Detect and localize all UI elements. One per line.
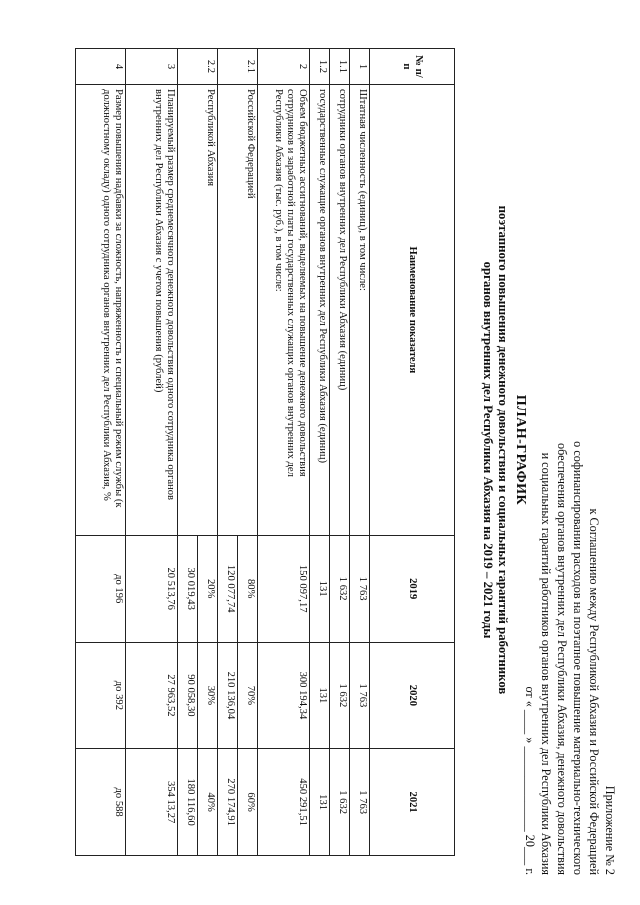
cell-2020-percent: 70%	[238, 642, 258, 749]
cell-2021: 354 13,27	[126, 749, 178, 856]
table-row	[258, 49, 310, 856]
cell-2019: 131	[310, 535, 330, 642]
table-row	[330, 49, 350, 856]
cell-2019: 20 513,76	[126, 535, 178, 642]
cell-2019-amount: 120 077,74	[218, 535, 238, 642]
cell-name: Штатная численность (единиц), в том числе:	[350, 84, 370, 535]
cell-no: 1.2	[310, 49, 330, 85]
cell-name: Планируемый размер среднемесячного денежного довольствия одного сотрудника органов внутренних дел Республики Абхазия с учетом повышения (рублей)	[126, 84, 178, 535]
cell-2021-amount: 180 116,60	[178, 749, 198, 856]
cell-2019: до 196	[76, 535, 126, 642]
header-2019: 2019	[370, 535, 455, 642]
cell-no: 3	[126, 49, 178, 85]
cell-2019: 1 763	[350, 535, 370, 642]
cell-2021-percent: 60%	[238, 749, 258, 856]
header-2020: 2020	[370, 642, 455, 749]
header-2021: 2021	[370, 749, 455, 856]
cell-2021-percent: 40%	[198, 749, 218, 856]
cell-2021: 1 632	[330, 749, 350, 856]
cell-name: государственные служащие органов внутренних дел Республики Абхазия (единиц)	[310, 84, 330, 535]
appendix-line: обеспечения органов внутренних дел Республики Абхазия, денежного довольствия	[555, 443, 569, 875]
appendix-header	[522, 315, 618, 875]
cell-no: 2.1	[218, 49, 258, 85]
cell-2020: 1 632	[330, 642, 350, 749]
title-main: ПЛАН-ГРАФИК	[513, 394, 528, 506]
table-row	[238, 49, 258, 856]
cell-no: 2	[258, 49, 310, 85]
cell-2019: 1 632	[330, 535, 350, 642]
cell-2021: 450 291,51	[258, 749, 310, 856]
table-row	[310, 49, 330, 856]
document-title	[480, 170, 529, 730]
cell-2019-percent: 20%	[198, 535, 218, 642]
table-row	[198, 49, 218, 856]
cell-name: Российской Федерацией	[218, 84, 258, 535]
cell-2020: 27 963,52	[126, 642, 178, 749]
header-name: Наименование показателя	[370, 84, 455, 535]
title-subtitle: органов внутренних дел Республики Абхазия на 2019 – 2021 годы	[481, 261, 495, 639]
cell-2020: 131	[310, 642, 330, 749]
header-no: № п/п	[370, 49, 455, 85]
table-row	[350, 49, 370, 856]
cell-2021: до 588	[76, 749, 126, 856]
cell-2020-percent: 30%	[198, 642, 218, 749]
cell-no: 4	[76, 49, 126, 85]
table-header-row	[370, 49, 455, 856]
appendix-line: и социальных гарантий работников органов внутренних дел Республики Абхазия	[539, 452, 553, 875]
cell-2020: 1 763	[350, 642, 370, 749]
cell-2021-amount: 270 174,91	[218, 749, 238, 856]
cell-name: Размер повышения надбавки за сложность, напряженность и специальный режим службы (к должностному окладу) одного сотрудника органов внутренних дел Республики Абхазия, %	[76, 84, 126, 535]
table-row	[126, 49, 178, 856]
cell-name: Объем бюджетных ассигнований, выделяемых на повышение денежного довольствия сотрудников и заработной платы государственных служащих органов внутренних дел Республики Абхазия (тыс. руб.), в том числе:	[258, 84, 310, 535]
plan-table	[75, 48, 455, 856]
cell-name: Республикой Абхазия	[178, 84, 218, 535]
cell-2020-amount: 210 136,04	[218, 642, 238, 749]
cell-2020: 300 194,34	[258, 642, 310, 749]
cell-2020-amount: 90 058,30	[178, 642, 198, 749]
cell-no: 1	[350, 49, 370, 85]
cell-2020: до 392	[76, 642, 126, 749]
cell-no: 2.2	[178, 49, 218, 85]
cell-2019-amount: 30 019,43	[178, 535, 198, 642]
cell-2021: 1 763	[350, 749, 370, 856]
appendix-line: о софинансировании расходов на поэтапное повышение материально-технического	[571, 441, 585, 875]
cell-2021: 131	[310, 749, 330, 856]
title-subtitle: поэтапного повышения денежного довольствия и социальных гарантий работников	[496, 205, 511, 695]
appendix-line: к Соглашению между Республикой Абхазия и Российской Федерацией	[587, 508, 601, 875]
cell-name: сотрудники органов внутренних дел Республики Абхазия (единиц)	[330, 84, 350, 535]
appendix-date: от « ____ » ______________ 20___ г.	[523, 686, 537, 875]
cell-2019-percent: 80%	[238, 535, 258, 642]
table-row	[76, 49, 126, 856]
appendix-number: Приложение № 2	[603, 785, 617, 875]
cell-no: 1.1	[330, 49, 350, 85]
cell-2019: 150 097,17	[258, 535, 310, 642]
